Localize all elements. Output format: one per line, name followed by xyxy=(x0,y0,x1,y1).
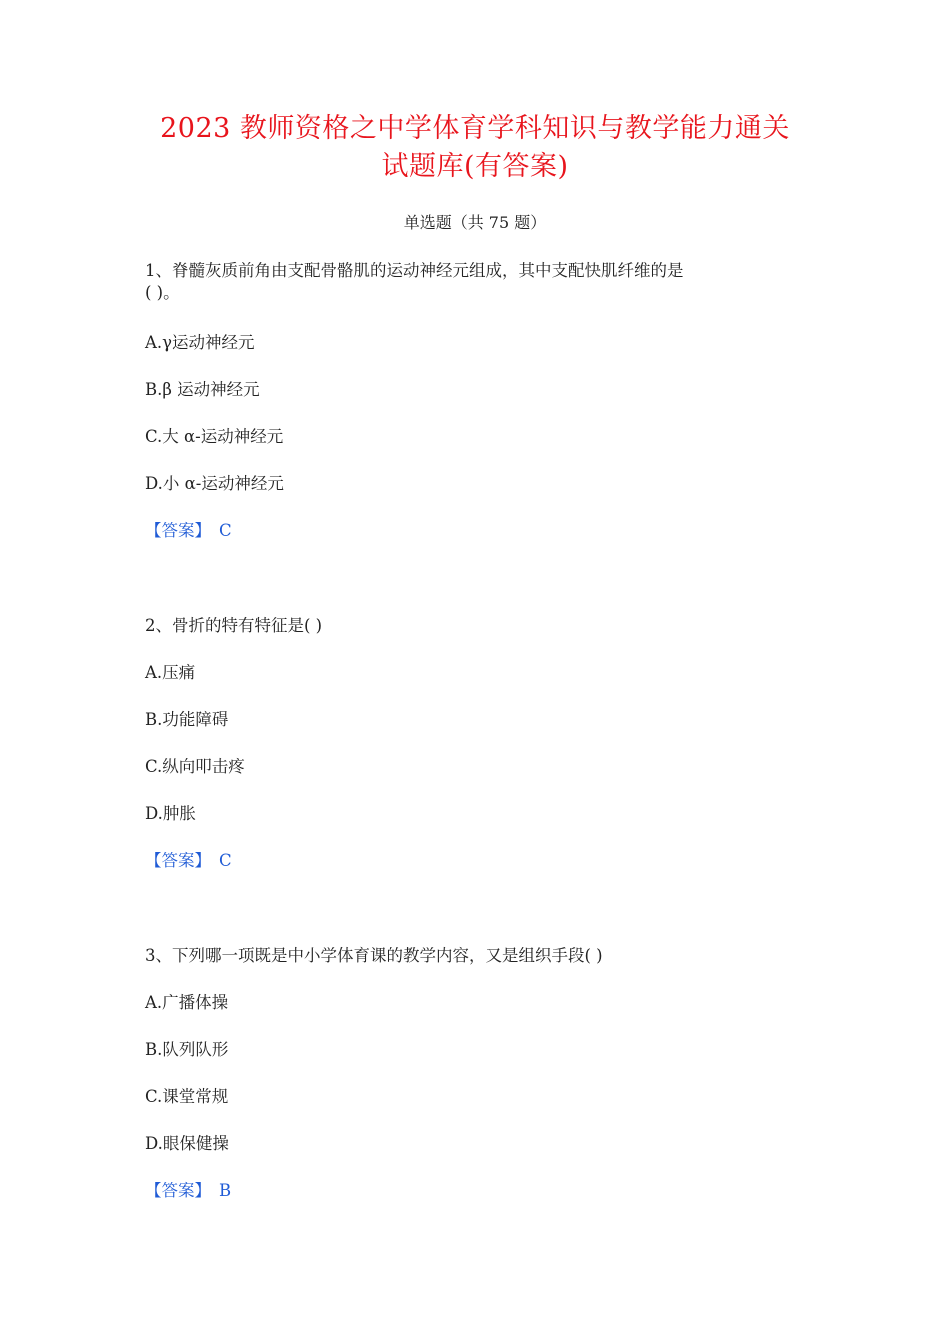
question-1-option-c: C.大 α-运动神经元 xyxy=(145,427,284,446)
answer-tag: 【答案】 xyxy=(145,521,211,540)
answer-tag: 【答案】 xyxy=(145,1181,211,1200)
answer-value: B xyxy=(219,1181,232,1200)
question-2-option-b: B.功能障碍 xyxy=(145,710,229,729)
question-2-option-d: D.肿胀 xyxy=(145,804,196,823)
question-1-option-a: A.γ运动神经元 xyxy=(145,333,255,352)
question-1-option-b: B.β 运动神经元 xyxy=(145,380,260,399)
question-3-option-b: B.队列队形 xyxy=(145,1040,229,1059)
question-1-answer xyxy=(145,520,232,542)
question-3-option-a: A.广播体操 xyxy=(145,993,229,1012)
question-2-option-a: A.压痛 xyxy=(145,663,196,682)
title-line-2: 试题库(有答案) xyxy=(381,151,569,182)
question-2-option-c: C.纵向叩击疼 xyxy=(145,757,245,776)
question-1-stem xyxy=(145,260,805,304)
question-1-stem-line-2: ( )。 xyxy=(145,283,180,302)
question-1-option-d: D.小 α-运动神经元 xyxy=(145,474,284,493)
question-2-stem-line-1: 2、骨折的特有特征是( ) xyxy=(145,616,323,635)
answer-tag: 【答案】 xyxy=(145,851,211,870)
document-title xyxy=(100,110,850,186)
section-heading: 单选题（共 75 题） xyxy=(403,213,547,232)
question-3-option-d: D.眼保健操 xyxy=(145,1134,229,1153)
title-line-1: 2023 教师资格之中学体育学科知识与教学能力通关 xyxy=(160,113,790,144)
question-2-answer xyxy=(145,850,232,872)
question-3-stem-line-1: 3、下列哪一项既是中小学体育课的教学内容，又是组织手段( ) xyxy=(145,946,603,965)
question-1-stem-line-1: 1、脊髓灰质前角由支配骨骼肌的运动神经元组成，其中支配快肌纤维的是 xyxy=(145,261,684,280)
question-3-answer xyxy=(145,1180,231,1202)
question-3-option-c: C.课堂常规 xyxy=(145,1087,229,1106)
answer-value: C xyxy=(219,521,232,540)
question-3-stem xyxy=(145,945,805,967)
answer-value: C xyxy=(219,851,232,870)
question-2-stem xyxy=(145,615,805,637)
